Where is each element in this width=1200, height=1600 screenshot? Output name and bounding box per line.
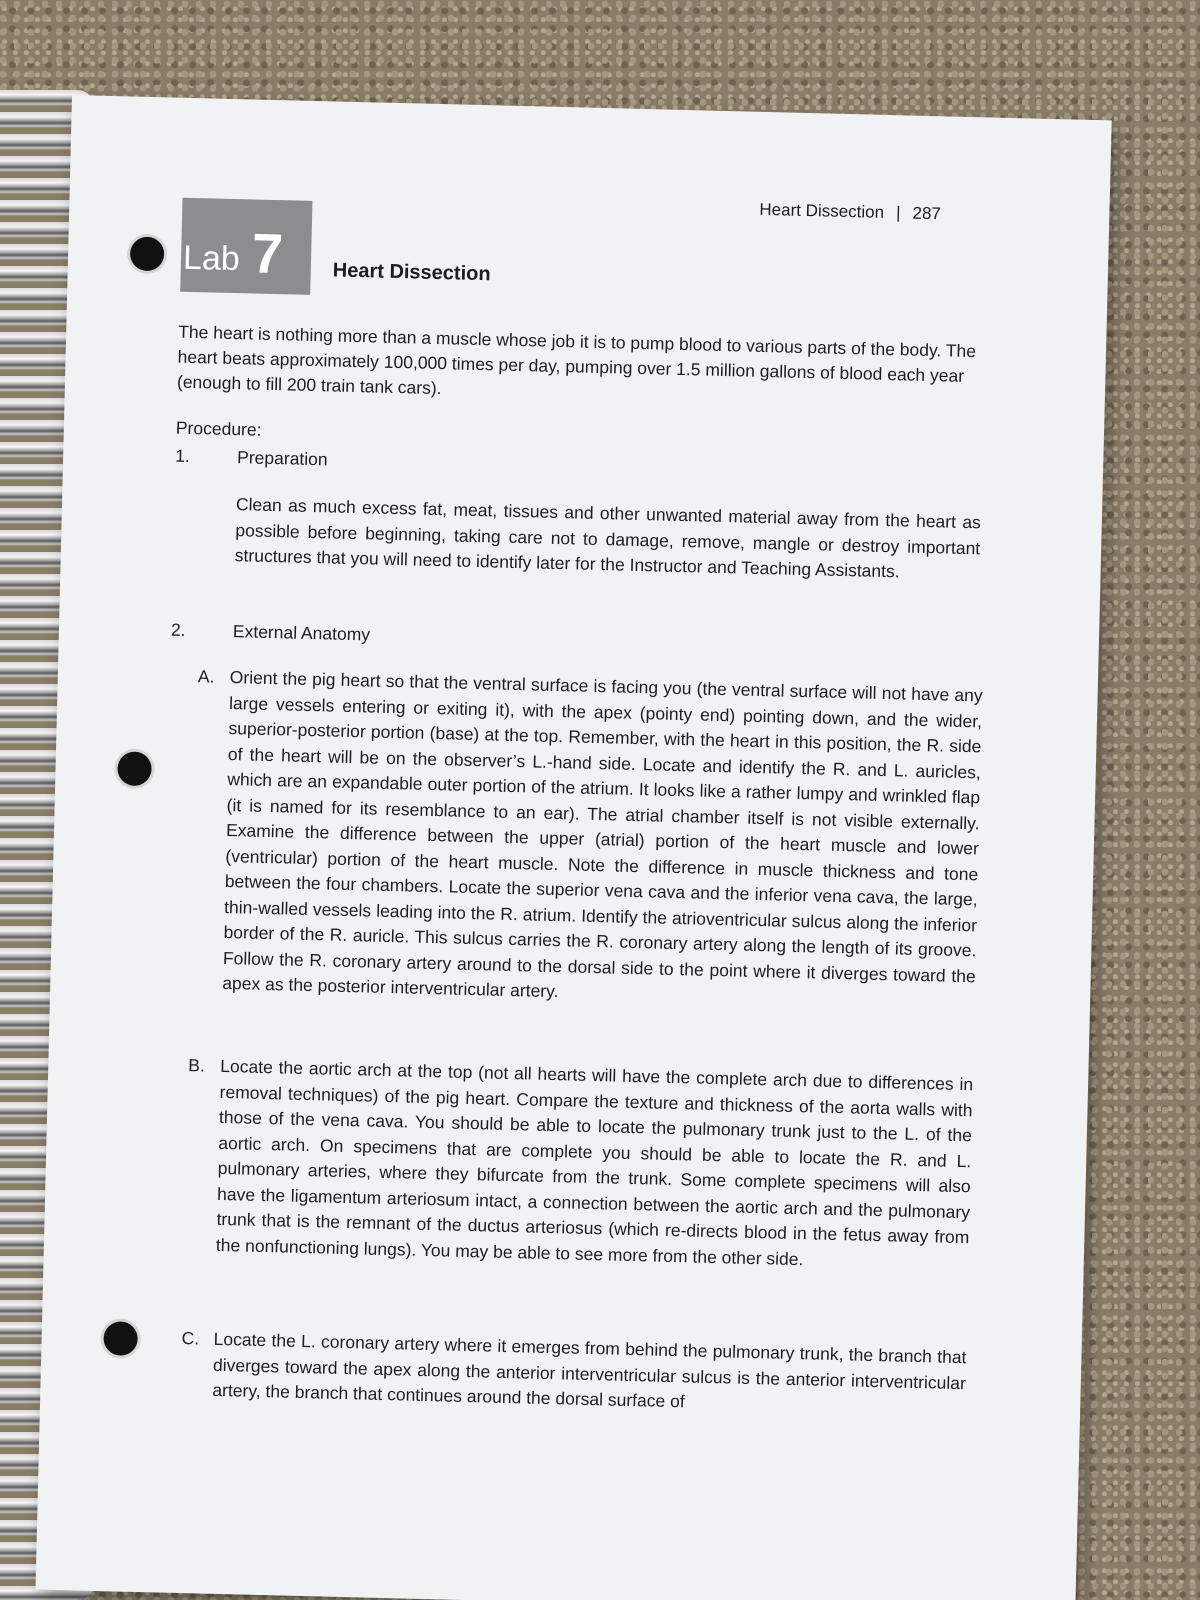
substep-letter: B. [188, 1055, 206, 1076]
step-number: 1. [174, 445, 191, 466]
step-title: Preparation [236, 447, 328, 470]
substep-letter: C. [181, 1328, 200, 1349]
lab-label: Lab [182, 238, 241, 279]
step-number: 2. [170, 619, 186, 640]
punch-hole-bottom [103, 1321, 138, 1356]
page-title: Heart Dissection [332, 259, 491, 286]
substep-text: Locate the L. coronary artery where it emerges from behind the pulmonary trunk, the branch that diverges toward the apex along the anterior interventricular sulcus is the anterior interventricular artery, the branch that continues around the dorsal surface of [212, 1328, 967, 1412]
procedure-heading: Procedure: [175, 417, 262, 440]
punch-hole-top [130, 236, 165, 271]
punch-hole-middle [117, 751, 152, 786]
page-number: 287 [912, 203, 942, 224]
running-title: Heart Dissection [759, 199, 885, 222]
notebook-page [35, 95, 1111, 1600]
intro-paragraph: The heart is nothing more than a muscle whose job it is to pump blood to various parts of the body. The heart beats approximately 100,000 times per day, pumping over 1.5 million gallons of blood each year (enough to fill 200 train tank cars). [176, 321, 977, 399]
step-title: External Anatomy [232, 621, 371, 645]
substep-letter: A. [197, 666, 215, 687]
lab-number: 7 [251, 221, 284, 286]
step-1-text: Clean as much excess fat, meat, tissues and other unwanted material away from the heart as possible before beginning, taking care not to damage, remove, mangle or destroy important structures that you will need to identify later for the Instructor and Teaching Assistants. [234, 494, 982, 582]
substep-a [197, 664, 983, 1002]
substep-text: Orient the pig heart so that the ventral surface is facing you (the ventral surface will not have any large vessels entering or exiting it), with the apex (pointy end) pointing down, and the wider, superior-posterior portion (base) at the top. Remember, with the heart in this position, the R. side of the heart will be on the observer’s L.-hand side. Locate and identify the R. and L. auricles, which are an expandable outer portion of the atrium. It looks like a rather lumpy and wrinkled flap (it is named for its resemblance to an ear). The atrial chamber itself is not visible externally. Examine the difference between the upper (atrial) portion of the heart muscle and lower (ventricular) portion of the heart muscle. Note the difference in muscle thickness and tone between the four chambers. Locate the superior vena cava and the inferior vena cava, the large, thin-walled vessels leading into the R. atrium. Identify the atrioventricular sulcus along the inferior border of the R. auricle. This sulcus carries the R. coronary artery along the length of its groove. Follow the R. coronary artery around to the dorsal side to the point where it diverges toward the apex as the posterior interventricular artery. [222, 667, 983, 1002]
header-separator: | [895, 203, 901, 223]
lab-badge [180, 198, 312, 295]
substep-text: Locate the aortic arch at the top (not all hearts will have the complete arch due to differences in removal techniques) of the pig heart. Compare the texture and thickness of the aorta walls with those of the vena cava. You should be able to locate the pulmonary trunk just to the L. of the aortic arch. On specimens that are complete you should be able to locate the R. and L. pulmonary arteries, where they bifurcate from the trunk. Some complete specimens will also have the ligamentum arteriosum intact, a connection between the aortic arch and the pulmonary trunk that is the remnant of the ductus arteriosus (which re-directs blood in the fetus away from the nonfunctioning lungs). You may be able to see more from the other side. [215, 1055, 974, 1269]
substep-c [181, 1326, 967, 1412]
substep-b [188, 1053, 974, 1269]
running-header [759, 200, 941, 224]
